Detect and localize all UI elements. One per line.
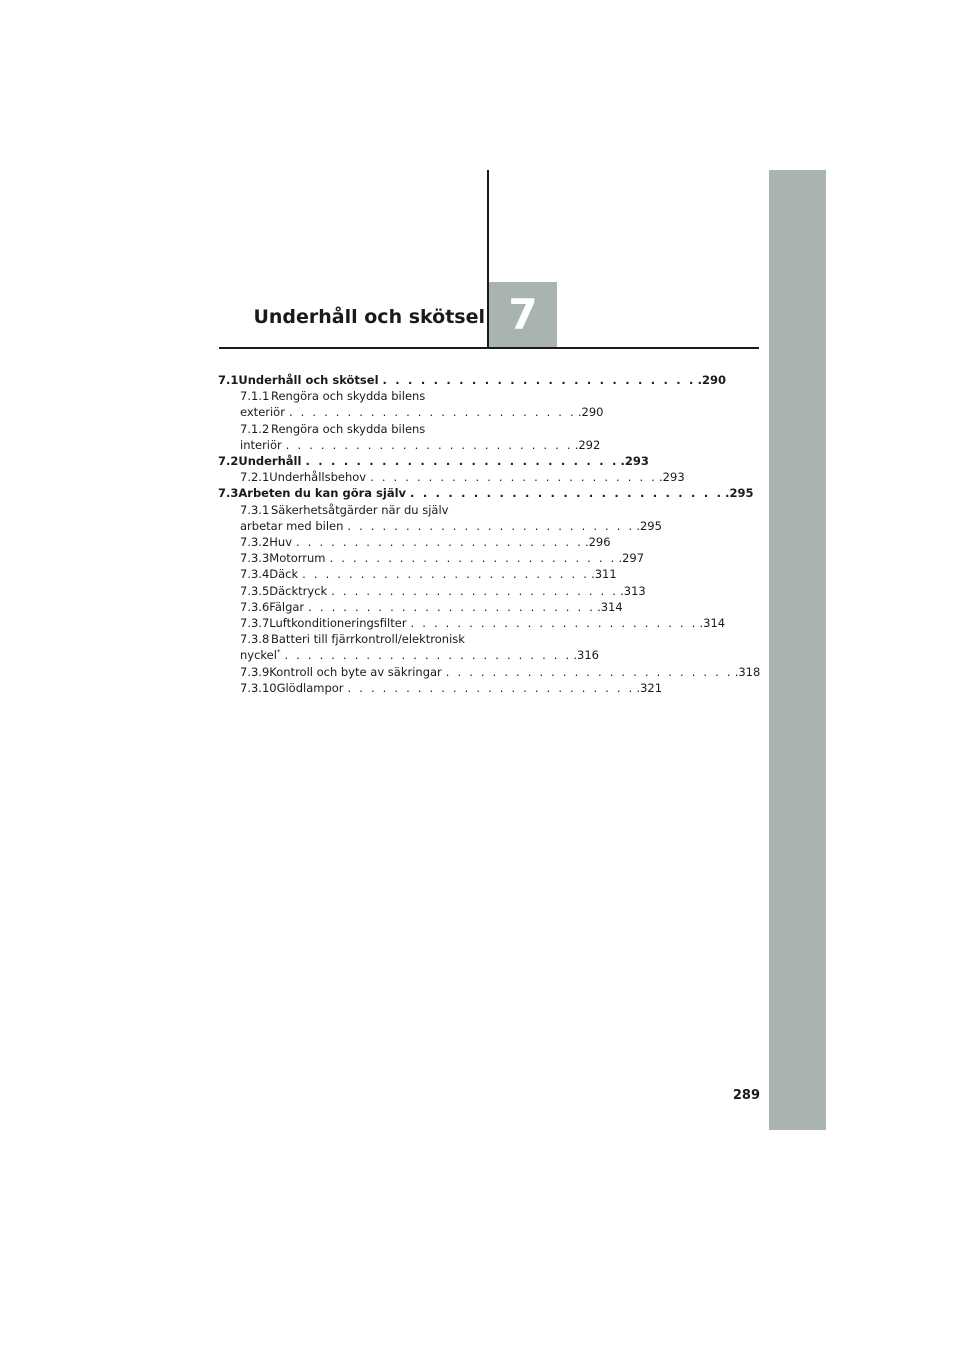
toc-entry-7-3-8[interactable] [218, 631, 468, 647]
toc-entry-7-3-9[interactable] [218, 664, 761, 680]
toc-leader: . . . . . . . . . . . . . . . . . . . . . . . . . [285, 437, 573, 452]
toc-leader: . . . . . . . . . . . . . . . . . . . . . . . . . [445, 664, 733, 679]
toc-page: .292 [574, 437, 601, 452]
toc-page: .318 [734, 664, 761, 679]
toc-number: 7.3 [218, 486, 239, 501]
toc-title: Glödlampor [276, 680, 344, 695]
toc-entry-7-2-1[interactable] [218, 469, 685, 485]
toc-page: .295 [725, 486, 754, 501]
toc-entry-7-2[interactable] [218, 453, 649, 469]
toc-leader: . . . . . . . . . . . . . . . . . . . . . . . . . [331, 583, 619, 598]
toc-title: Motorrum [269, 551, 326, 566]
toc-leader: . . . . . . . . . . . . . . . . . . . . . . . . . [410, 616, 698, 631]
toc-title: Däcktryck [269, 583, 328, 598]
toc-number: 7.3.3 [240, 551, 270, 566]
toc-leader: . . . . . . . . . . . . . . . . . . . . . . . . . [410, 486, 724, 501]
toc-title: Säkerhetsåtgärder när du själv [271, 502, 449, 517]
toc-page: .311 [591, 567, 617, 582]
toc-leader: . . . . . . . . . . . . . . . . . . . . . . . . . [284, 648, 572, 663]
table-of-contents [218, 372, 761, 696]
toc-title: Batteri till fjärrkontroll/elektronisk [271, 632, 465, 647]
toc-title-cont: arbetar med bilen [240, 518, 344, 533]
toc-number: 7.3.4 [240, 567, 270, 582]
toc-number: 7.1.1 [240, 389, 270, 404]
toc-title: Underhållsbehov [269, 470, 367, 485]
toc-leader: . . . . . . . . . . . . . . . . . . . . . . . . . [296, 535, 583, 550]
toc-title: Underhåll [238, 454, 302, 469]
toc-page: .297 [618, 551, 645, 566]
toc-title: Fälgar [269, 599, 305, 614]
toc-leader: . . . . . . . . . . . . . . . . . . . . . . . . . [288, 405, 576, 420]
toc-leader: . . . . . . . . . . . . . . . . . . . . . . . . . [382, 373, 696, 387]
toc-title-cont-text: nyckel [240, 648, 277, 663]
toc-entry-7-3-2[interactable] [218, 534, 611, 550]
toc-number: 7.3.6 [240, 599, 270, 614]
toc-title-cont [240, 647, 280, 663]
toc-title: Kontroll och byte av säkringar [269, 664, 442, 679]
toc-entry-7-1-2[interactable] [218, 421, 468, 437]
toc-entry-7-3-7[interactable] [218, 615, 726, 631]
toc-leader: . . . . . . . . . . . . . . . . . . . . . . . . . [305, 454, 619, 469]
toc-leader: . . . . . . . . . . . . . . . . . . . . . . . . . [347, 680, 635, 695]
toc-page: .290 [577, 405, 604, 420]
chapter-number: 7 [508, 290, 538, 339]
toc-number: 7.3.1 [240, 502, 270, 517]
toc-entry-7-1-1-cont[interactable] [218, 404, 604, 420]
toc-title-cont: interiör [240, 437, 282, 452]
toc-page: .293 [659, 470, 685, 485]
toc-leader: . . . . . . . . . . . . . . . . . . . . . . . . . [308, 599, 596, 614]
toc-entry-7-3-1[interactable] [218, 502, 468, 518]
toc-leader: . . . . . . . . . . . . . . . . . . . . . . . . . [347, 518, 635, 533]
toc-entry-7-3-4[interactable] [218, 566, 617, 582]
toc-entry-7-3-3[interactable] [218, 550, 645, 566]
toc-entry-7-3-10[interactable] [218, 680, 663, 696]
toc-entry-7-1-1[interactable] [218, 388, 468, 404]
toc-number: 7.3.9 [240, 664, 270, 679]
toc-number: 7.3.5 [240, 583, 270, 598]
toc-entry-7-3-6[interactable] [218, 599, 623, 615]
side-chapter-tab [769, 170, 826, 1130]
toc-title: Luftkonditioneringsfilter [269, 616, 407, 631]
toc-leader: . . . . . . . . . . . . . . . . . . . . . . . . . [329, 551, 617, 566]
toc-entry-7-3-8-cont[interactable] [218, 647, 599, 663]
toc-number: 7.3.8 [240, 632, 270, 647]
toc-title-cont: exteriör [240, 405, 285, 420]
toc-title: Däck [269, 567, 299, 582]
toc-page: .296 [584, 535, 611, 550]
toc-page: .321 [636, 680, 663, 695]
toc-page: .293 [620, 454, 649, 469]
toc-page: .313 [620, 583, 646, 598]
toc-entry-7-3-1-cont[interactable] [218, 518, 662, 534]
toc-entry-7-3[interactable] [218, 485, 754, 501]
toc-title: Rengöra och skydda bilens [271, 389, 426, 404]
toc-number: 7.1 [218, 373, 239, 387]
toc-number: 7.3.10 [240, 680, 277, 695]
toc-number: 7.1.2 [240, 421, 270, 436]
toc-number: 7.3.2 [240, 535, 270, 550]
toc-title: Rengöra och skydda bilens [271, 421, 426, 436]
toc-number: 7.3.7 [240, 616, 270, 631]
toc-number: 7.2.1 [240, 470, 270, 485]
page-number: 289 [732, 1088, 760, 1103]
header-rule [219, 347, 759, 349]
toc-title: Arbeten du kan göra själv [238, 486, 407, 501]
toc-number: 7.2 [218, 454, 239, 469]
toc-page: .290 [697, 373, 726, 387]
footnote-marker: * [276, 648, 281, 657]
toc-title: Underhåll och skötsel [238, 373, 379, 387]
toc-page: .314 [699, 616, 726, 631]
toc-page: .314 [597, 599, 623, 614]
toc-page: .295 [636, 518, 662, 533]
toc-entry-7-3-5[interactable] [218, 583, 646, 599]
toc-title: Huv [269, 535, 293, 550]
toc-entry-7-1-2-cont[interactable] [218, 437, 601, 453]
chapter-title: Underhåll och skötsel [253, 306, 485, 328]
toc-leader: . . . . . . . . . . . . . . . . . . . . . . . . . [302, 567, 590, 582]
toc-entry-7-1[interactable] [218, 372, 726, 388]
toc-leader: . . . . . . . . . . . . . . . . . . . . . . . . . [370, 470, 658, 485]
toc-page: .316 [573, 648, 599, 663]
